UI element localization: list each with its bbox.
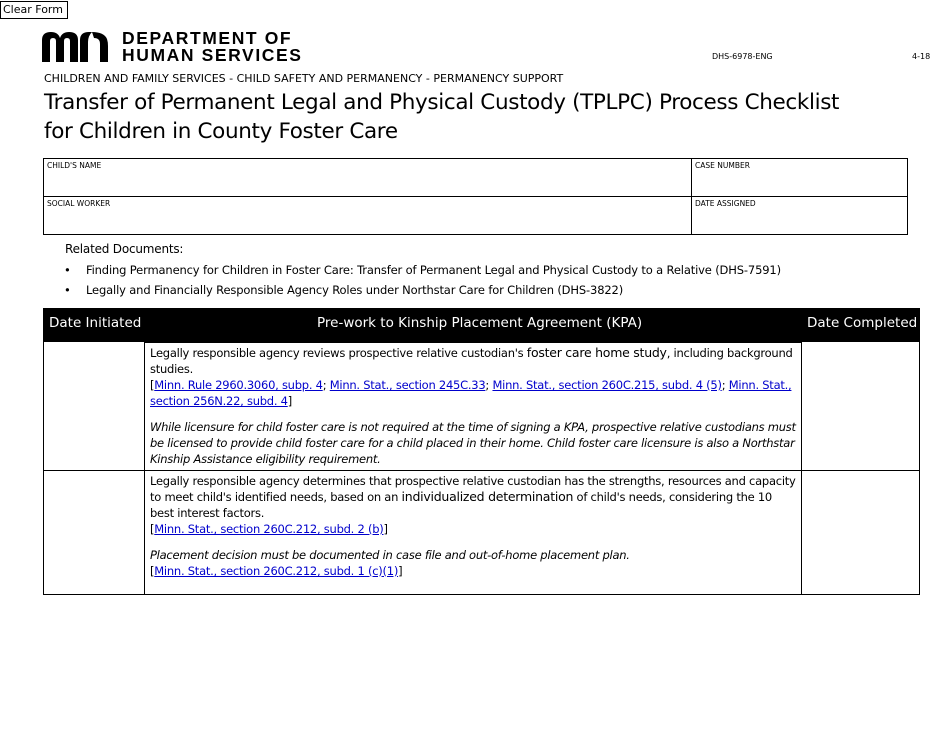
task-cell xyxy=(144,470,802,595)
citation-link[interactable]: Minn. Stat., section 260C.212, subd. 1 (c)(1) xyxy=(154,564,399,578)
task-note: While licensure for child foster care is not required at the time of signing a KPA, prospective relative custodians must be licensed to provide child foster care for a child placed in their home. Child foster care licensure is also a Northstar Kinship Assistance eligibility requirement. xyxy=(150,420,796,466)
dhs-logo xyxy=(42,28,303,65)
division-line: CHILDREN AND FAMILY SERVICES - CHILD SAFETY AND PERMANENCY - PERMANENCY SUPPORT xyxy=(44,72,564,85)
case-number-label: CASE NUMBER xyxy=(695,161,750,170)
case-number-field[interactable] xyxy=(692,159,907,197)
case-info-table xyxy=(43,158,908,235)
related-document-text: Legally and Financially Responsible Agency Roles under Northstar Care for Children (DHS-3822) xyxy=(86,283,624,297)
title-line1: Transfer of Permanent Legal and Physical Custody (TPLPC) Process Checklist xyxy=(44,90,840,115)
related-documents-list xyxy=(64,261,781,301)
date-completed-cell[interactable] xyxy=(801,342,920,471)
mn-logo-icon xyxy=(42,30,116,62)
date-initiated-cell[interactable] xyxy=(43,342,145,471)
social-worker-field[interactable] xyxy=(44,197,692,234)
date-completed-cell[interactable] xyxy=(801,470,920,595)
department-name-line1: DEPARTMENT OF xyxy=(122,28,293,48)
task-text: Legally responsible agency determines that prospective relative custodian has the strengths, resources and capacity to meet child's identified needs, based on an individualized determination of child's needs, considering the 10 best interest factors. [Minn. Stat., section 260C.212, subd. 2 (b)] xyxy=(150,474,796,536)
citation-link[interactable]: Minn. Stat., section 260C.215, subd. 4 (5) xyxy=(492,378,722,392)
date-initiated-header: Date Initiated xyxy=(49,315,142,331)
title-line2: for Children in County Foster Care xyxy=(44,119,398,144)
date-assigned-field[interactable] xyxy=(692,197,907,234)
citation-link[interactable]: Minn. Stat., section 260C.212, subd. 2 (b) xyxy=(154,522,384,536)
section-header: Pre-work to Kinship Placement Agreement (KPA) xyxy=(317,315,643,331)
related-document-item xyxy=(64,261,781,281)
task-note: Placement decision must be documented in case file and out-of-home placement plan. [Minn. Stat., section 260C.212, subd. 1 (c)(1)] xyxy=(150,548,630,578)
related-document-text: Finding Permanency for Children in Foster Care: Transfer of Permanent Legal and Physical Custody to a Relative (DHS-7591) xyxy=(86,263,781,277)
checklist-header-row xyxy=(43,308,920,342)
date-initiated-cell[interactable] xyxy=(43,470,145,595)
clear-form-button[interactable]: Clear Form xyxy=(0,1,68,19)
citation-link[interactable]: Minn. Stat., section 245C.33 xyxy=(329,378,486,392)
date-assigned-label: DATE ASSIGNED xyxy=(695,199,756,208)
social-worker-label: SOCIAL WORKER xyxy=(47,199,111,208)
citation-link[interactable]: Minn. Stat., section 256N.22, subd. 4 xyxy=(150,378,792,408)
bullet-icon: • xyxy=(64,263,71,277)
checklist-row xyxy=(43,470,920,595)
child-name-label: CHILD'S NAME xyxy=(47,161,102,170)
task-text: Legally responsible agency reviews prospective relative custodian's foster care home study, including background studies. [Minn. Rule 2960.3060, subp. 4; Minn. Stat., section 245C.33; Minn. Stat., section 260C.215, subd. 4 (5); Minn. Stat., section 256N.22, subd. 4] xyxy=(150,345,793,408)
form-number: DHS-6978-ENG xyxy=(712,52,773,61)
date-completed-header: Date Completed xyxy=(807,315,918,331)
related-documents-title: Related Documents: xyxy=(65,242,184,256)
page-title xyxy=(44,88,904,146)
task-cell xyxy=(144,342,802,471)
related-document-item xyxy=(64,281,781,301)
department-name-line2: HUMAN SERVICES xyxy=(122,45,303,65)
citation-link[interactable]: Minn. Rule 2960.3060, subp. 4 xyxy=(154,378,323,392)
checklist-row xyxy=(43,342,920,471)
form-date: 4-18 xyxy=(912,52,931,61)
bullet-icon: • xyxy=(64,283,71,297)
child-name-field[interactable] xyxy=(44,159,692,197)
